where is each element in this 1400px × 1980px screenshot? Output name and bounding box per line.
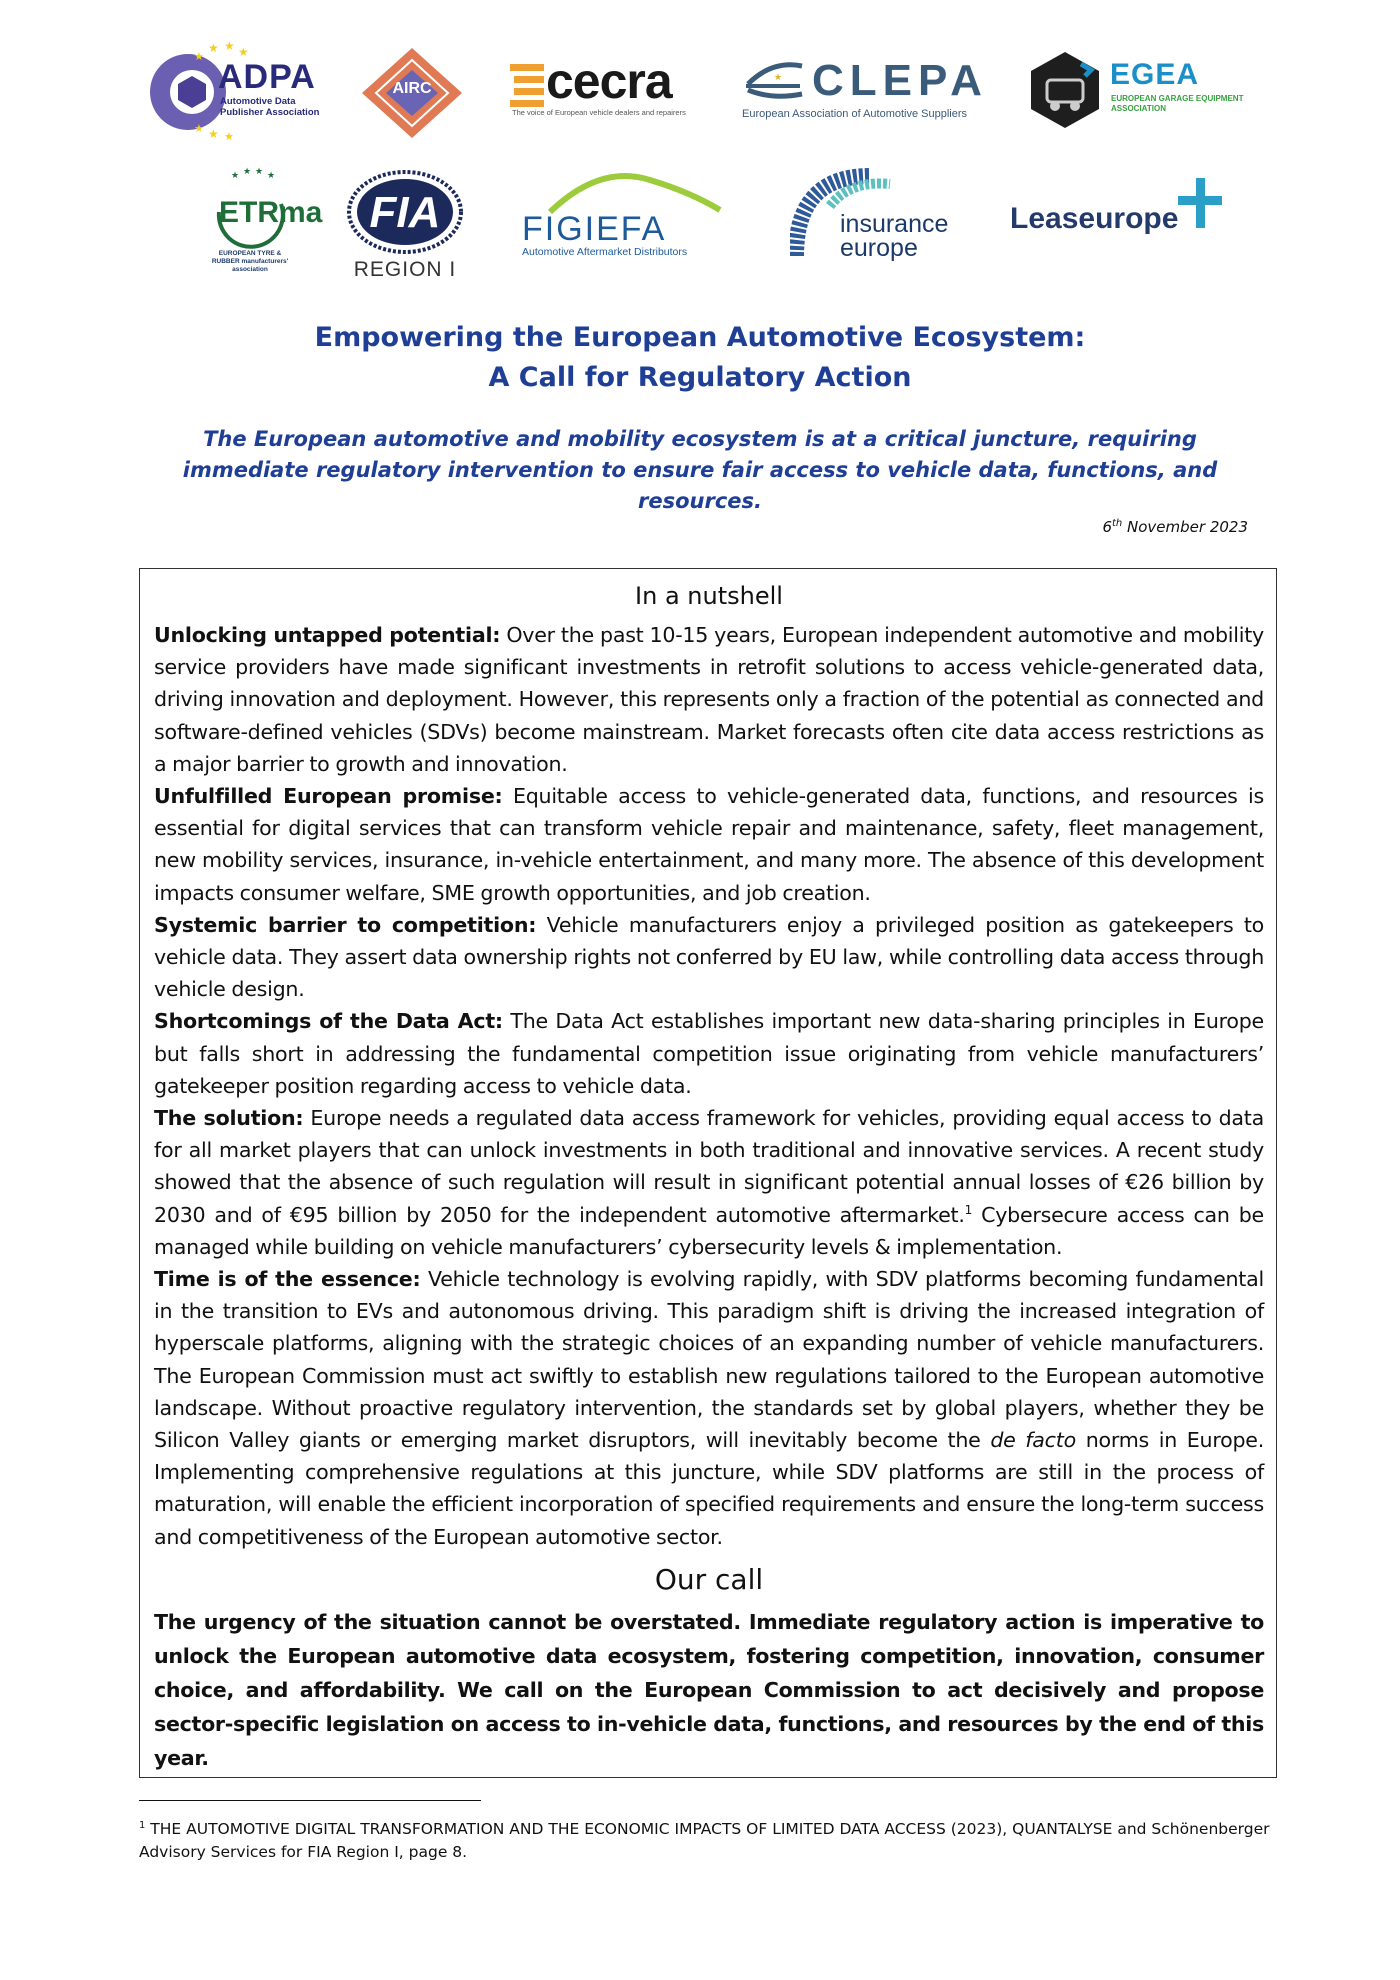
title-line-1: Empowering the European Automotive Ecosystem: <box>314 322 1086 353</box>
clepa-logo <box>742 56 992 126</box>
call-text: The urgency of the situation cannot be overstated. Immediate regulatory action is imperative to unlock the European automotive data ecosystem, fostering competition, innovation, consumer choice, and affordability. We call on the European Commission to act decisively and propose sector-specific legislation on access to in-vehicle data, functions, and resources by the end of this year. <box>154 1609 1264 1770</box>
svg-text:★: ★ <box>224 40 235 53</box>
footnote-rule <box>139 1800 481 1801</box>
cecra-stripes-icon <box>510 60 550 110</box>
nutshell-solution <box>154 1102 1264 1263</box>
summary-box-content <box>154 579 1264 1775</box>
footnote-number: 1 <box>139 1820 146 1831</box>
date-day: 6 <box>1102 518 1112 536</box>
insurance-europe-logo <box>790 166 980 266</box>
svg-text:★: ★ <box>243 166 252 176</box>
page-title <box>0 318 1400 398</box>
time-text-a: Vehicle technology is evolving rapidly, with SDV platforms becoming fundamental in the transition to EVs and autonomous driving. This paradigm shift is driving the increased integration of hyperscale platforms, aligning with the strategic choices of an expanding number of vehicle manufacturers. The European Commission must act swiftly to establish new regulations tailored to the European automotive landscape. Without proactive regulatory intervention, the standards set by global players, whether they be Silicon Valley giants or emerging market disruptors, will inevitably become the <box>154 1267 1264 1453</box>
clepa-swoosh-icon <box>742 56 812 106</box>
solution-text-b: Cybersecure access can be managed while building on vehicle manufacturers’ cybersecurity levels & implementation. <box>154 1202 1264 1259</box>
svg-text:★: ★ <box>255 166 264 176</box>
nutshell-item-label: Unfulfilled European promise: <box>154 784 503 809</box>
fia-name: FIA <box>369 188 441 237</box>
nutshell-item-2 <box>154 780 1264 909</box>
time-label: Time is of the essence: <box>154 1267 421 1292</box>
figiefa-subtitle: Automotive Aftermarket Distributors <box>522 246 688 258</box>
leaseurope-logo <box>1010 178 1230 248</box>
insurance-line2: europe <box>840 234 918 262</box>
adpa-logo <box>138 40 338 140</box>
svg-text:★: ★ <box>774 72 783 82</box>
svg-text:★: ★ <box>231 170 240 180</box>
nutshell-item-label: Shortcomings of the Data Act: <box>154 1009 503 1034</box>
nutshell-item-label: Unlocking untapped potential: <box>154 623 501 647</box>
fia-logo <box>345 170 465 285</box>
figiefa-name: FIGIEFA <box>522 210 667 248</box>
nutshell-item-text: Equitable access to vehicle-generated data, functions, and resources is essential for digital services that can transform vehicle repair and maintenance, safety, fleet management, new mobility services, insurance, in-vehicle entertainment, and many more. The absence of this development impacts consumer welfare, SME growth opportunities, and job creation. <box>154 784 1264 905</box>
nutshell-item-4 <box>154 1005 1264 1102</box>
nutshell-item-text: The Data Act establishes important new data-sharing principles in Europe but falls short in addressing the fundamental competition issue originating from vehicle manufacturers’ gatekeeper position regarding access to vehicle data. <box>154 1009 1264 1098</box>
date-rest: November 2023 <box>1122 518 1248 536</box>
footnote-reference[interactable]: 1 <box>964 1202 973 1217</box>
date-suffix: th <box>1111 518 1123 529</box>
clepa-name: CLEPA <box>812 56 988 105</box>
etrma-subtitle: EUROPEAN TYRE & RUBBER manufacturers' association <box>211 250 289 273</box>
nutshell-item-3 <box>154 909 1264 1006</box>
leaseurope-name: Leaseurope <box>1010 202 1179 235</box>
footnote <box>139 1814 1279 1864</box>
fia-subtitle: REGION I <box>353 258 457 281</box>
clepa-subtitle: European Association of Automotive Suppliers <box>742 108 968 120</box>
solution-text-a: Europe needs a regulated data access framework for vehicles, providing equal access to data for all market players that can unlock investments in both traditional and innovative services. A recent study showed that the absence of such regulation will result in significant potential annual losses of €26 billion by 2030 and of €95 billion by 2050 for the independent automotive aftermarket. <box>154 1106 1264 1227</box>
leaseurope-plus-icon <box>1176 178 1226 238</box>
airc-logo <box>360 46 464 140</box>
svg-text:★: ★ <box>194 123 204 135</box>
egea-subtitle: EUROPEAN GARAGE EQUIPMENT ASSOCIATION <box>1111 94 1244 113</box>
nutshell-time <box>154 1263 1264 1553</box>
svg-text:★: ★ <box>208 127 219 140</box>
footnote-text: THE AUTOMOTIVE DIGITAL TRANSFORMATION AND THE ECONOMIC IMPACTS OF LIMITED DATA ACCESS (2023), QUANTALYSE and Schönenberger Advisory Services for FIA Region I, page 8. <box>139 1820 1270 1862</box>
summary-box <box>139 568 1277 1778</box>
nutshell-item-text: Over the past 10-15 years, European independent automotive and mobility service providers have made significant investments in retrofit solutions to access vehicle-generated data, driving innovation and deployment. However, this represents only a fraction of the potential as connected and software-defined vehicles (SDVs) become mainstream. Market forecasts often cite data access restrictions as a major barrier to growth and innovation. <box>154 623 1264 776</box>
nutshell-item-text: Vehicle manufacturers enjoy a privileged position as gatekeepers to vehicle data. They assert data ownership rights not conferred by EU law, while controlling data access through vehicle design. <box>154 912 1264 1002</box>
page-subtitle: The European automotive and mobility ecosystem is at a critical juncture, requiring immediate regulatory intervention to ensure fair access to vehicle data, functions, and resources. <box>182 427 1218 513</box>
call-heading: Our call <box>654 1562 764 1596</box>
egea-hexagon-icon <box>1025 50 1105 130</box>
document-date <box>1102 518 1248 536</box>
nutshell-item-label: Systemic barrier to competition: <box>154 912 537 937</box>
time-text-b: norms in Europe. Implementing comprehensive regulations at this juncture, while SDV platforms are still in the process of maturation, will enable the efficient incorporation of specified requirements and ensure the long-term success and competitiveness of the European automotive sector. <box>154 1428 1264 1549</box>
egea-logo <box>1025 50 1265 130</box>
svg-text:★: ★ <box>238 45 249 59</box>
egea-name: EGEA <box>1110 58 1200 91</box>
solution-label: The solution: <box>154 1106 304 1131</box>
insurance-line1: insurance <box>840 210 949 238</box>
svg-text:★: ★ <box>208 41 219 55</box>
time-italic: de facto <box>990 1428 1076 1453</box>
adpa-name: ADPA <box>218 58 316 96</box>
title-line-2: A Call for Regulatory Action <box>488 362 912 393</box>
etrma-logo <box>205 162 323 292</box>
airc-name: AIRC <box>392 80 432 97</box>
etrma-name: ETRma <box>219 196 323 229</box>
nutshell-item-1 <box>154 619 1264 780</box>
logo-strip <box>0 0 1400 300</box>
figiefa-logo <box>520 170 730 260</box>
svg-text:★: ★ <box>194 51 204 63</box>
cecra-name: cecra <box>546 53 672 109</box>
cecra-subtitle: The voice of European vehicle dealers and repairers <box>512 108 686 117</box>
nutshell-heading: In a nutshell <box>635 582 783 610</box>
svg-text:★: ★ <box>224 131 234 140</box>
adpa-subtitle: Automotive Data Publisher Association <box>220 96 320 118</box>
cecra-logo <box>510 52 700 122</box>
insurance-europe-name <box>840 212 948 260</box>
svg-text:★: ★ <box>267 170 276 180</box>
